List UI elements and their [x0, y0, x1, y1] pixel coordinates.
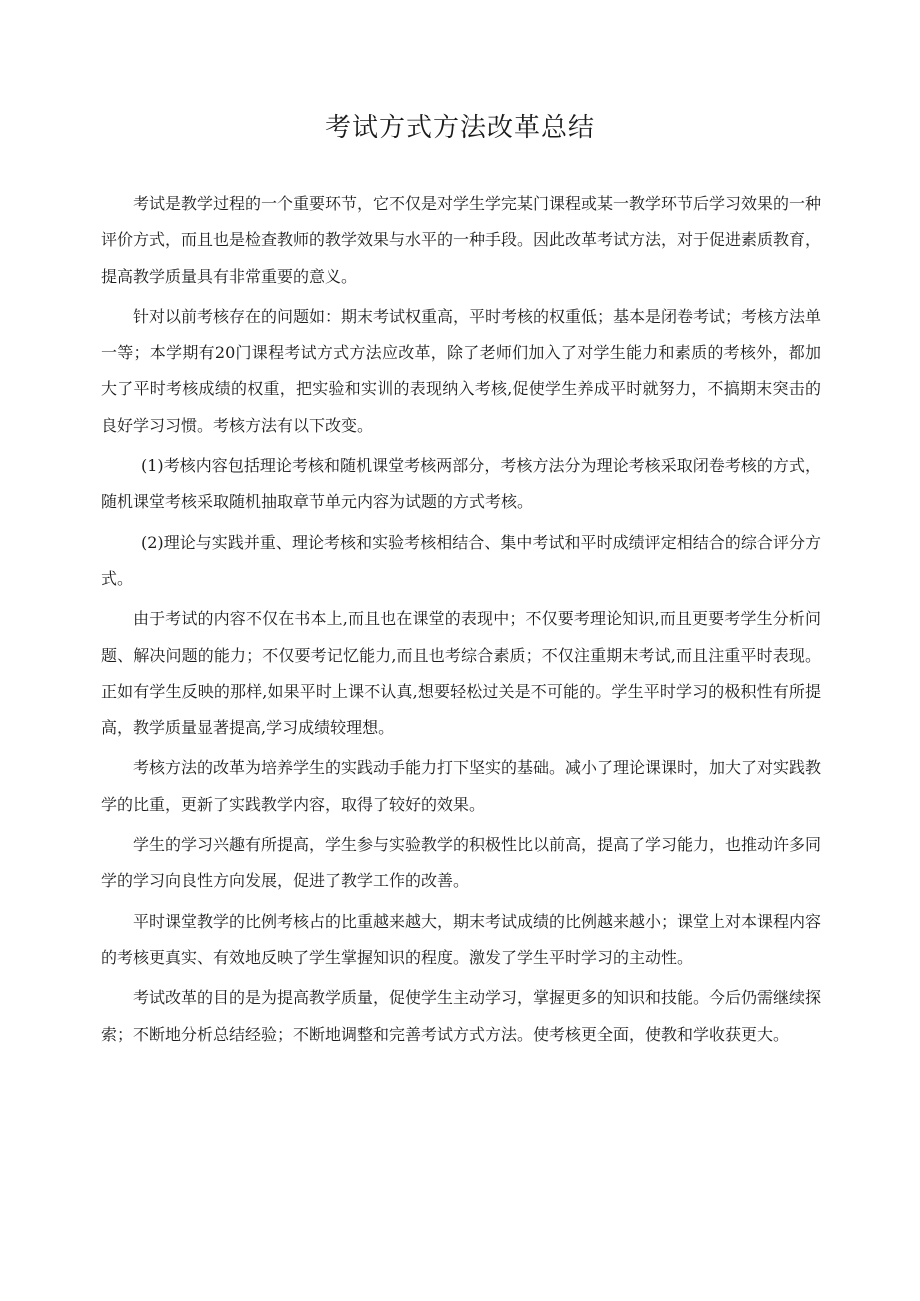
document-body [101, 186, 821, 1057]
paragraph-problems: 针对以前考核存在的问题如：期末考试权重高，平时考核的权重低；基本是闭卷考试；考核方法单一等；本学期有20门课程考试方式方法应改革，除了老师们加入了对学生能力和素质的考核外，都加大了平时考核成绩的权重，把实验和实训的表现纳入考核,促使学生养成平时就努力，不搞期末突击的良好学习习惯。考核方法有以下改变。 [101, 306, 822, 435]
paragraph-item-2: (2)理论与实践并重、理论考核和实验考核相结合、集中考试和平时成绩评定相结合的综合评分方式。 [101, 532, 821, 588]
paragraph-conclusion: 考试改革的目的是为提高教学质量，促使学生主动学习，掌握更多的知识和技能。今后仍需继续探索；不断地分析总结经验；不断地调整和完善考试方式方法。使考核更全面，使教和学收获更大。 [101, 988, 822, 1044]
paragraph-content-scope: 由于考试的内容不仅在书本上,而且也在课堂的表现中；不仅要考理论知识,而且更要考学生分析问题、解决问题的能力；不仅要考记忆能力,而且也考综合素质；不仅注重期末考试,而且注重平时表现。正如有学生反映的那样,如果平时上课不认真,想要轻松过关是不可能的。学生平时学习的极积性有所提高，教学质量显著提高,学习成绩较理想。 [101, 609, 821, 738]
paragraph-weighting: 平时课堂教学的比例考核占的比重越来越大，期末考试成绩的比例越来越小；课堂上对本课程内容的考核更真实、有效地反映了学生掌握知识的程度。激发了学生平时学习的主动性。 [101, 911, 822, 967]
paragraph-item-1: (1)考核内容包括理论考核和随机课堂考核两部分，考核方法分为理论考核采取闭卷考核的方式，随机课堂考核采取随机抽取章节单元内容为试题的方式考核。 [101, 456, 821, 512]
document-title: 考试方式方法改革总结 [324, 113, 595, 143]
paragraph-practice: 考核方法的改革为培养学生的实践动手能力打下坚实的基础。减小了理论课课时，加大了对实践教学的比重，更新了实践教学内容，取得了较好的效果。 [101, 758, 822, 814]
paragraph-intro: 考试是教学过程的一个重要环节，它不仅是对学生学完某门课程或某一教学环节后学习效果的一种评价方式，而且也是检查教师的教学效果与水平的一种手段。因此改革考试方法，对于促进素质教育，提高教学质量具有非常重要的意义。 [101, 194, 822, 286]
paragraph-interest: 学生的学习兴趣有所提高，学生参与实验教学的积极性比以前高，提高了学习能力，也推动许多同学的学习向良性方向发展，促进了教学工作的改善。 [101, 835, 822, 891]
